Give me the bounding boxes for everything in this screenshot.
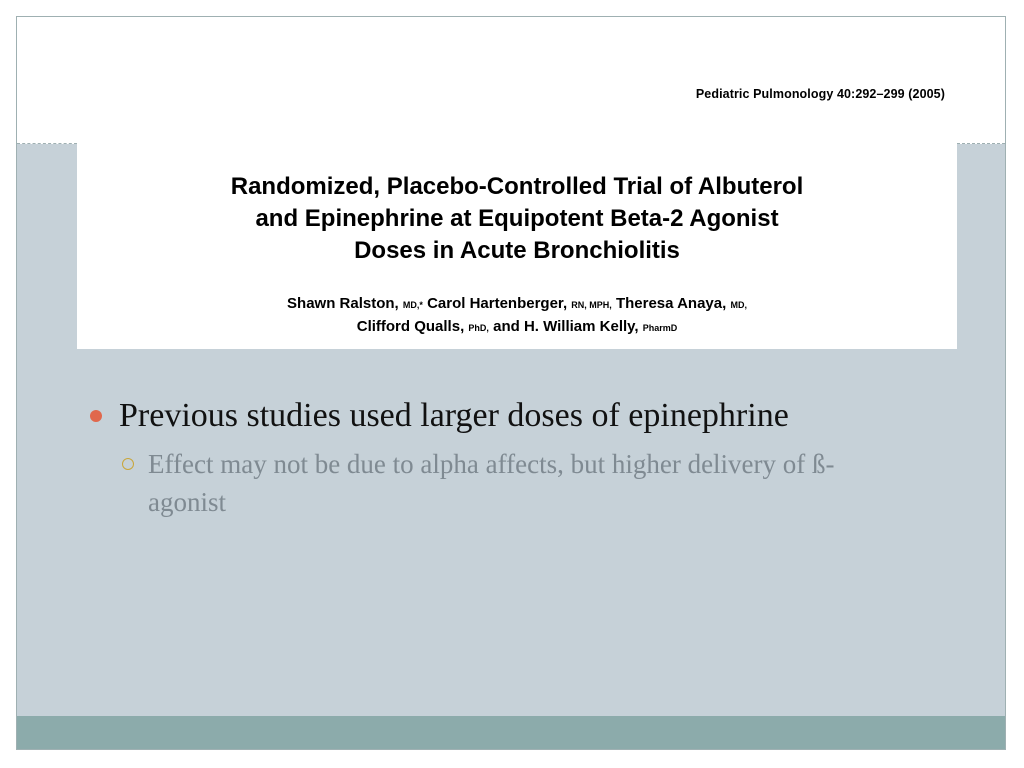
author-credential: MD,* bbox=[402, 300, 423, 310]
author-credential: MD, bbox=[730, 300, 747, 310]
paper-authors bbox=[77, 293, 957, 339]
author-name: Clifford Qualls, bbox=[356, 318, 465, 335]
journal-citation: Pediatric Pulmonology 40:292–299 (2005) bbox=[695, 87, 945, 101]
author-credential: PhD, bbox=[468, 323, 489, 333]
sub-bullet-item bbox=[119, 445, 887, 521]
paper-header-image bbox=[77, 17, 957, 349]
authors-line-1 bbox=[77, 293, 957, 316]
sub-bullet-text: Effect may not be due to alpha affects, but higher delivery of ß-agonist bbox=[148, 449, 835, 517]
footer-bar bbox=[17, 716, 1005, 749]
bullet-text: Previous studies used larger doses of epinephrine bbox=[119, 397, 789, 434]
bullet-item bbox=[87, 393, 887, 439]
author-credential: RN, MPH, bbox=[571, 300, 612, 310]
author-name: and H. William Kelly, bbox=[493, 318, 639, 335]
author-name: Theresa Anaya, bbox=[615, 295, 727, 312]
author-name: Carol Hartenberger, bbox=[427, 295, 568, 312]
paper-title bbox=[77, 171, 957, 267]
bullet-dot-icon bbox=[90, 410, 102, 422]
bullet-list bbox=[87, 393, 887, 521]
slide bbox=[16, 16, 1006, 750]
author-credential: PharmD bbox=[642, 323, 678, 333]
paper-title-line-2: and Epinephrine at Equipotent Beta-2 Agonist bbox=[255, 205, 779, 232]
divider-line-left bbox=[17, 143, 77, 144]
author-name: Shawn Ralston, bbox=[287, 295, 399, 312]
paper-title-line-3: Doses in Acute Bronchiolitis bbox=[354, 237, 680, 264]
divider-line-right bbox=[957, 143, 1005, 144]
authors-line-2 bbox=[77, 316, 957, 339]
paper-title-line-1: Randomized, Placebo-Controlled Trial of Albuterol bbox=[230, 173, 804, 200]
bullet-circle-icon bbox=[122, 458, 134, 470]
